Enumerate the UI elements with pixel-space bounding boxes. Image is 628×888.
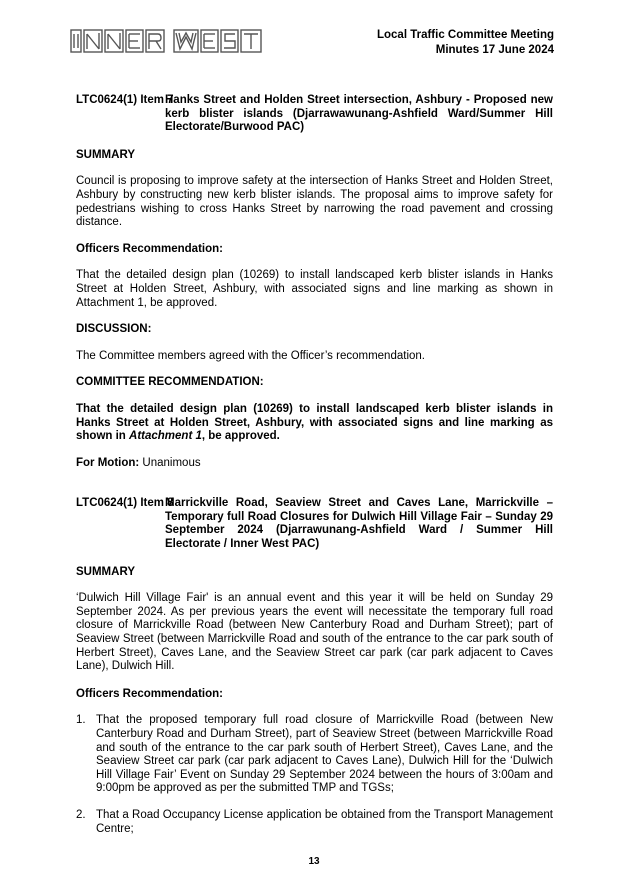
item7-summary-heading: SUMMARY [76,148,135,161]
page-number: 13 [308,856,320,867]
list-text: That a Road Occupancy License application be obtained from the Transport Management Centre; [96,808,553,835]
item7-discussion-heading: DISCUSSION: [76,323,152,336]
list-text: That the proposed temporary full road closure of Marrickville Road (between New Canterbury Road and Durham Street), part of Seaview Street (between Marrickville Road and south of the entrance to the car park south of Herbert Street), Caves Lane, and the Seaview Street car park (car park adjacent to Caves Lane), Dulwich Hill for the ‘Dulwich Hill Village Fair’ Event on Sunday 29 September 2024 between the hours of 3:00am and 9:00pm be approved as per the submitted TMP and TGSs; [96,714,553,795]
item7-committee-heading: COMMITTEE RECOMMENDATION: [76,376,264,389]
minutes-content [76,94,553,836]
item7-rec-heading: Officers Recommendation: [76,242,223,255]
motion-value: Unanimous [139,456,201,469]
motion-label: For Motion: [76,456,140,469]
inner-west-logo [70,28,270,54]
list-number: 1. [76,714,86,727]
committee-text-pre: That the detailed design plan (10269) to install landscaped kerb blister islands in Hanks Street at Holden Street, Ashbury, with associated signs and line marking as shown in [76,402,553,443]
meeting-title: Local Traffic Committee Meeting [376,29,554,41]
item7-committee-recommendation [76,403,553,444]
item7-motion [76,457,553,471]
item8-rec-heading: Officers Recommendation: [76,687,223,700]
item8-title: Marrickville Road, Seaview Street and Caves Lane, Marrickville – Temporary full Road Closures for Dulwich Hill Village Fair – Sunday 29 September 2024 (Djarrawunang-Ashfield Ward / Summer Hill Electorate / Inner West PAC) [165,497,553,551]
item8-code: LTC0624(1) Item 8 [76,497,174,510]
item7-code: LTC0624(1) Item 7 [76,94,174,106]
committee-text-post: , be approved. [201,430,280,443]
list-item [76,714,553,796]
item8-recommendation-list [76,714,553,836]
committee-attachment-ref: Attachment 1 [129,430,202,443]
list-item [76,809,553,836]
meeting-header [377,28,554,58]
item7-title: Hanks Street and Holden Street intersection, Ashbury - Proposed new kerb blister islands (Djarrawawunang-Ashfield Ward/Summer Hill Electorate/Burwood PAC) [165,94,553,134]
item7-recommendation: That the detailed design plan (10269) to install landscaped kerb blister islands in Hanks Street at Holden Street, Ashbury, with associated signs and line marking as shown in Attachment 1, be approved. [76,269,553,309]
item8-summary: ‘Dulwich Hill Village Fair' is an annual event and this year it will be held on Sunday 29 September 2024. As per previous years the event will necessitate the temporary full road closure of Marrickville Road (between New Canterbury Road and Durham Street); part of Seaview Street (between Marrickville Road and south of the entrance to the car park south of Herbert Street), Caves Lane, and the Seaview Street car park (car park adjacent to Caves Lane), Dulwich Hill. [76,592,553,673]
item7-summary: Council is proposing to improve safety at the intersection of Hanks Street and Holden Street, Ashbury by constructing new kerb blister islands. The proposal aims to improve safety for pedestrians wishing to cross Hanks Street by narrowing the road pavement and crossing distance. [76,175,553,229]
item7-heading [76,94,553,135]
item8-heading [76,497,553,551]
item7-discussion: The Committee members agreed with the Officer’s recommendation. [76,349,425,362]
minutes-date: Minutes 17 June 2024 [435,44,554,56]
list-number: 2. [76,808,86,821]
item8-summary-heading: SUMMARY [76,565,135,578]
